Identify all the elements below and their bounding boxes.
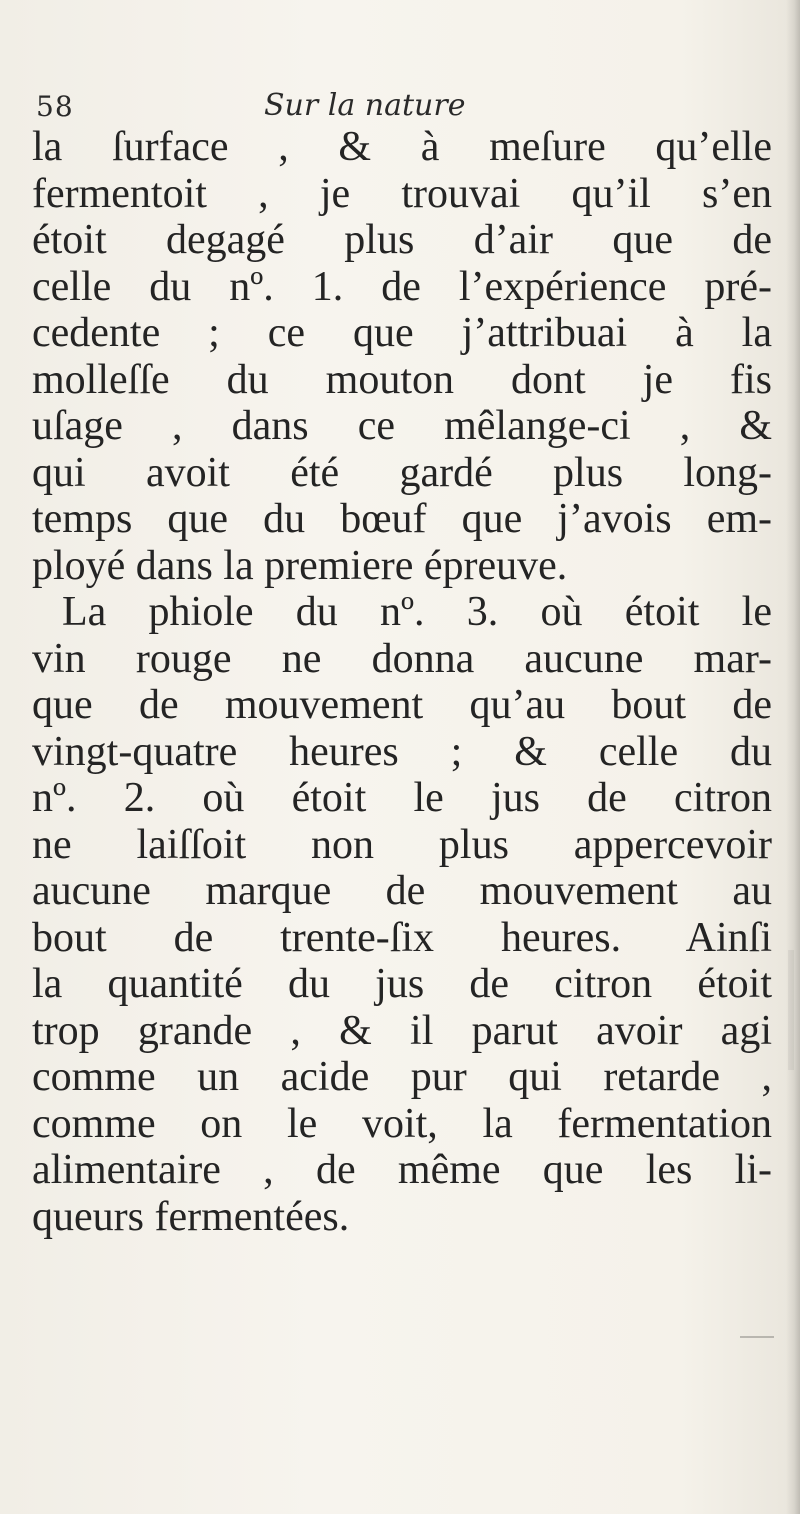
text-line: la quantité du jus de citron étoit [32, 961, 772, 1007]
paper-stain [788, 950, 794, 1070]
text-line: vingt-quatre heures ; & celle du [32, 728, 772, 775]
text-line: que de mouvement qu’au bout de [32, 682, 772, 728]
text-line: cedente ; ce que j’attribuai à la [32, 310, 772, 356]
text-line: la ſurface , & à meſure qu’elle [32, 124, 772, 170]
text-line: comme on le voit, la fermentation [32, 1100, 772, 1147]
body-text [32, 124, 772, 1240]
running-title: Sur la nature [264, 88, 466, 123]
text-line: celle du nº. 1. de l’expérience pré- [32, 263, 772, 310]
text-line: ployé dans la premiere épreuve. [32, 542, 568, 589]
page-number: 58 [36, 90, 74, 123]
text-line: étoit degagé plus d’air que de [32, 217, 772, 263]
text-line: La phiole du nº. 3. où étoit le [62, 589, 772, 635]
margin-mark [740, 1336, 774, 1338]
text-line: qui avoit été gardé plus long- [32, 449, 772, 496]
text-line: temps que du bœuf que j’avois em- [32, 496, 772, 542]
text-line: queurs fermentées. [32, 1193, 350, 1240]
text-line: nº. 2. où étoit le jus de citron [32, 775, 772, 821]
text-line: molleſſe du mouton dont je fis [32, 356, 772, 403]
text-line: fermentoit , je trouvai qu’il s’en [32, 170, 772, 217]
text-line: uſage , dans ce mêlange-ci , & [32, 403, 772, 449]
text-line: bout de trente-ſix heures. Ainſi [32, 914, 772, 961]
text-line: aucune marque de mouvement au [32, 868, 772, 914]
text-line: comme un acide pur qui retarde , [32, 1054, 772, 1100]
text-line: trop grande , & il parut avoir agi [32, 1007, 772, 1054]
text-line: ne laiſſoit non plus appercevoir [32, 821, 772, 868]
text-line: vin rouge ne donna aucune mar- [32, 635, 772, 682]
text-line: alimentaire , de même que les li- [32, 1147, 772, 1193]
page-edge-shadow [786, 0, 800, 1514]
